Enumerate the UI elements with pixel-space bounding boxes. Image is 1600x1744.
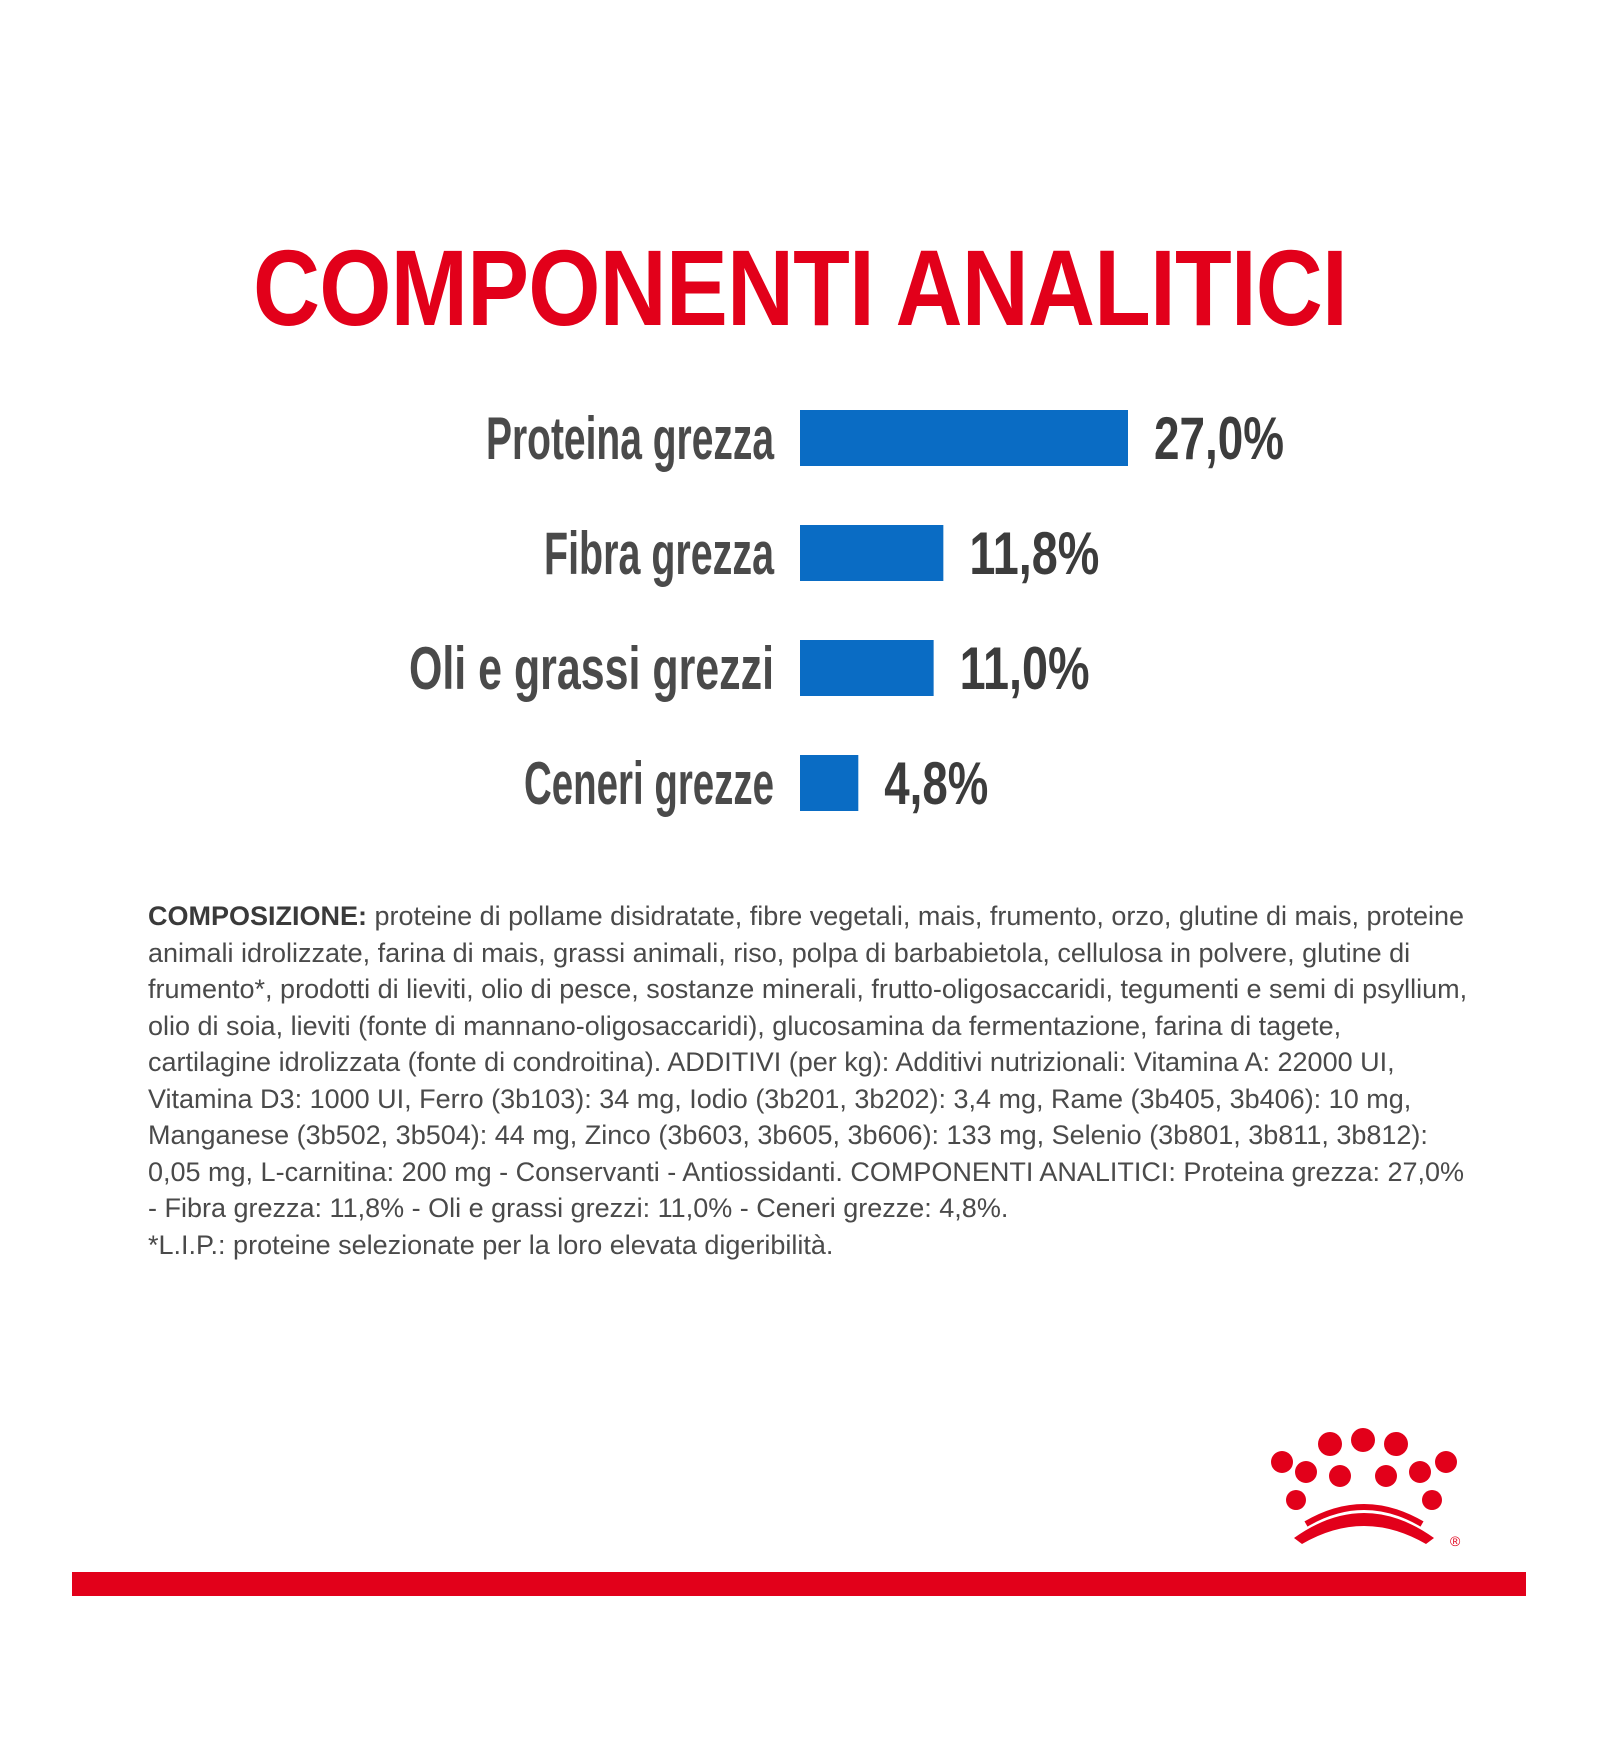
- crown-dot: [1435, 1451, 1457, 1473]
- footer-bar: [72, 1572, 1526, 1596]
- bar-label: Oli e grassi grezzi: [409, 635, 774, 702]
- composition-footnote: *L.I.P.: proteine selezionate per la loro elevata digeribilità.: [148, 1229, 834, 1260]
- crown-dot: [1409, 1461, 1431, 1483]
- bar-value-label: 11,8%: [969, 520, 1100, 587]
- composition-lead: COMPOSIZIONE:: [148, 901, 368, 931]
- crown-dot: [1375, 1465, 1397, 1487]
- bar-value-label: 27,0%: [1154, 405, 1284, 472]
- crown-dot: [1318, 1432, 1342, 1456]
- registered-mark: ®: [1450, 1533, 1461, 1549]
- bar-value-label: 4,8%: [884, 750, 989, 817]
- bar: [800, 640, 934, 696]
- page-title: COMPONENTI ANALITICI: [253, 227, 1347, 348]
- crown-dot: [1384, 1432, 1408, 1456]
- composition-text: [148, 898, 1468, 1263]
- crown-dot: [1271, 1451, 1293, 1473]
- crown-dot: [1351, 1428, 1375, 1452]
- analytic-components-chart: [0, 380, 1600, 840]
- bar: [800, 525, 943, 581]
- bar-label: Fibra grezza: [544, 520, 775, 587]
- composition-body: proteine di pollame disidratate, fibre vegetali, mais, frumento, orzo, glutine di mais, proteine animali idrolizzate, farina di mais, grassi animali, riso, polpa di barbabietola, cellulosa in polvere, glutine di frumento*, prodotti di lieviti, olio di pesce, sostanze minerali, frutto-oligosaccaridi, tegumenti e semi di psyllium, olio di soia, lieviti (fonte di mannano-oligosaccaridi), glucosamina da fermentazione, farina di tagete, cartilagine idrolizzata (fonte di condroitina). ADDITIVI (per kg): Additivi nutrizionali: Vitamina A: 22000 UI, Vitamina D3: 1000 UI, Ferro (3b103): 34 mg, Iodio (3b201, 3b202): 3,4 mg, Rame (3b405, 3b406): 10 mg, Manganese (3b502, 3b504): 44 mg, Zinco (3b603, 3b605, 3b606): 133 mg, Selenio (3b801, 3b811, 3b812): 0,05 mg, L-carnitina: 200 mg - Conservanti - Antiossidanti. COMPONENTI ANALITICI: Proteina grezza: 27,0% - Fibra grezza: 11,8% - Oli e grassi grezzi: 11,0% - Ceneri grezze: 4,8%.: [148, 901, 1468, 1223]
- bar-value-label: 11,0%: [959, 635, 1090, 702]
- crown-dot: [1295, 1461, 1317, 1483]
- bar: [800, 755, 858, 811]
- crown-dots: [1271, 1428, 1457, 1510]
- crown-dot: [1422, 1490, 1442, 1510]
- bar: [800, 410, 1128, 466]
- crown-logo: [1266, 1428, 1462, 1550]
- crown-dot: [1286, 1490, 1306, 1510]
- bar-label: Proteina grezza: [486, 405, 775, 472]
- crown-dot: [1329, 1465, 1351, 1487]
- bar-label: Ceneri grezze: [524, 750, 774, 817]
